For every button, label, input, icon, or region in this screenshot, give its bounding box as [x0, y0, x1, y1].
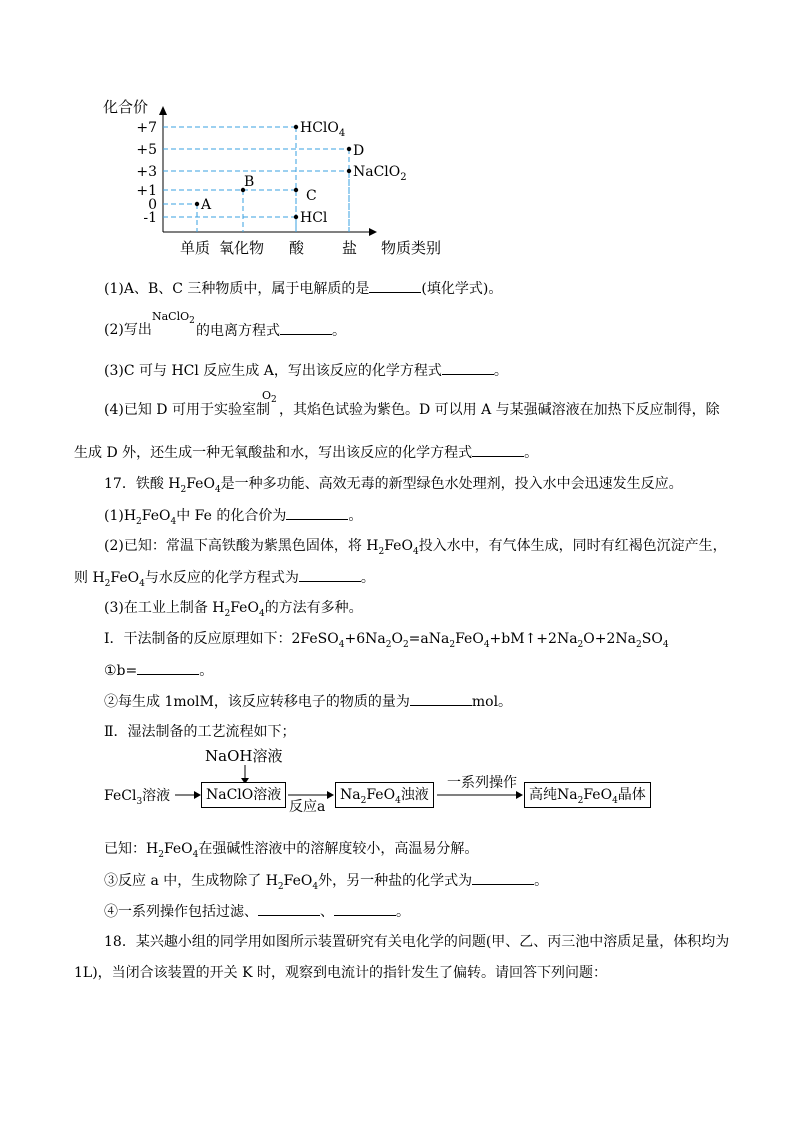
x-category-label: 酸: [289, 239, 305, 257]
q17-sub3: ③反应 a 中，生成物除了 $H_2FeO_4$外，另一种盐的化学式为 。: [104, 870, 548, 891]
y-tick-label: +1: [136, 183, 157, 199]
pure-crystal-box: 高纯$Na_2FeO_4$晶体: [524, 782, 651, 808]
na2feo4-box: $Na_2FeO_4$浊液: [335, 782, 434, 808]
y-tick-label: +5: [136, 142, 157, 158]
q17-part2-line2: 则 $H_2FeO_4$与水反应的化学方程式为 。: [74, 567, 375, 588]
q16-part2-rest: 的电离方程式 。: [196, 320, 346, 341]
q17-sub1: ①b= 。: [104, 660, 213, 681]
q16-part4-rest: ，其焰色试验为紫色。D 可以用 A 与某强碱溶液在加热下反应制得，除: [279, 402, 720, 418]
point-label: HCl: [300, 210, 328, 226]
answer-blank[interactable]: [258, 901, 320, 916]
q17-dry-method: Ⅰ．干法制备的反应原理如下：$2FeSO_4+6Na_2O_2=aNa_2FeO_4+bM↑+2Na_2O+2Na_2SO_4$: [104, 631, 669, 650]
point-label: A: [201, 197, 212, 213]
x-axis-label: 物质类别: [381, 239, 442, 257]
q16-part4: (4)已知 D 可用于实验室制: [104, 402, 270, 418]
y-tick-label: +7: [136, 120, 157, 136]
answer-blank[interactable]: [334, 901, 396, 916]
series-ops-label: 一系列操作: [447, 775, 517, 791]
x-category-label: 盐: [342, 239, 358, 257]
x-category-label: 单质: [180, 239, 211, 257]
q16-part1: (1)A、B、C 三种物质中，属于电解质的是 (填化学式)。: [104, 278, 502, 299]
point-label: B: [244, 174, 255, 190]
q17-known: 已知：$H_2FeO_4$在强碱性溶液中的溶解度较小，高温易分解。: [104, 841, 479, 860]
q17-part3: (3)在工业上制备 $H_2FeO_4$的方法有多种。: [104, 600, 363, 619]
q16-part2: (2)写出: [104, 322, 152, 338]
q17-wet-method: Ⅱ．湿法制备的工艺流程如下；: [104, 724, 296, 740]
q16-part4-formula: $O_2$: [262, 389, 277, 406]
x-category-label: 氧化物: [219, 239, 265, 257]
q17-part2: (2)已知：常温下高铁酸为紫黑色固体，将 $H_2FeO_4$投入水中，有气体生成，同时有红褐色沉淀产生，: [104, 538, 727, 557]
y-tick-label: 0: [148, 197, 157, 213]
point-label: NaClO$_2$: [353, 164, 407, 183]
answer-blank[interactable]: [472, 870, 534, 885]
naclo-box: NaClO溶液: [201, 782, 286, 808]
q17-part1: $(1)H_2FeO_4$中 Fe 的化合价为 。: [104, 505, 362, 526]
q16-part4-line2: 生成 D 外，还生成一种无氧酸盐和水，写出该反应的化学方程式 。: [74, 442, 538, 463]
q17-sub2: ②每生成 1molM，该反应转移电子的物质的量为 mol。: [104, 691, 512, 712]
reaction-a-label: 反应a: [289, 799, 326, 815]
y-tick-label: +3: [136, 164, 157, 180]
q18-line1: 18．某兴趣小组的同学用如图所示装置研究有关电化学的问题(甲、乙、丙三池中溶质足量，体积均为: [104, 934, 730, 950]
point-label: HClO$_4$: [300, 120, 346, 139]
point-label: D: [353, 143, 365, 159]
q18-line2: 1L)，当闭合该装置的开关 K 时，观察到电流计的指针发生了偏转。请回答下列问题：: [74, 965, 608, 981]
q16-part2-formula: NaClO$_2$: [152, 310, 195, 327]
y-axis-label: 化合价: [103, 98, 149, 116]
fecl3-label: FeCl$_3$溶液: [104, 788, 171, 807]
q17-sub4: ④一系列操作包括过滤、 、 。: [104, 901, 410, 922]
naoh-label: NaOH溶液: [205, 747, 283, 765]
q16-part3: (3)C 可与 HCl 反应生成 A，写出该反应的化学方程式 。: [104, 360, 508, 381]
y-tick-label: -1: [143, 210, 157, 226]
point-label: C: [306, 188, 317, 204]
q17-intro: 17．铁酸 $H_2FeO_4$是一种多功能、高效无毒的新型绿色水处理剂，投入水中会迅速发生反应。: [104, 476, 683, 495]
